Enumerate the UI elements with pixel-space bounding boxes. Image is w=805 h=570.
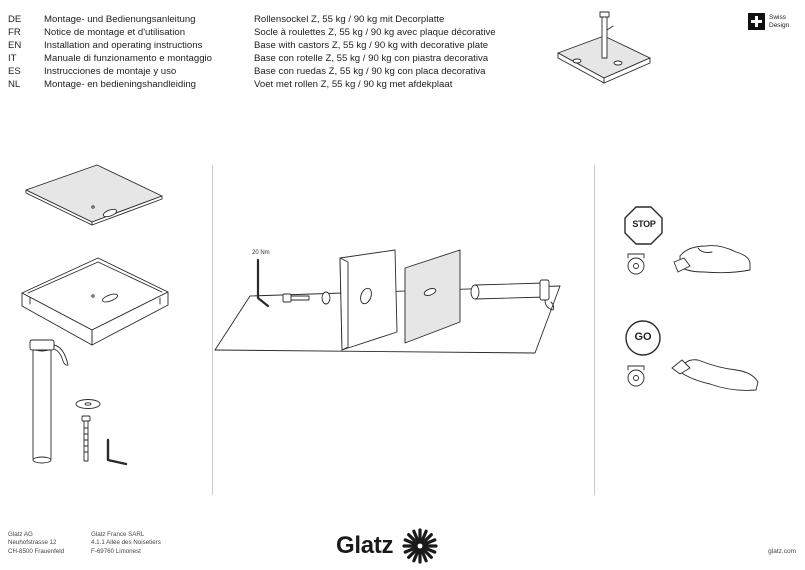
language-code: IT <box>8 52 17 64</box>
glatz-logo <box>336 528 438 564</box>
address-switzerland <box>8 531 64 556</box>
street: Neuhofstrasse 12 <box>8 539 57 547</box>
manual-title: Montage- und Bedienungsanleitung <box>44 14 196 25</box>
language-code: FR <box>8 26 21 38</box>
manual-title: Installation and operating instructions <box>44 39 203 51</box>
go-label: GO <box>634 331 652 343</box>
product-name: Base con ruedas Z, 55 kg / 90 kg con placa decorativa <box>254 65 486 77</box>
castor-free-icon <box>628 366 644 386</box>
product-name: Voet met rollen Z, 55 kg / 90 kg met afdekplaat <box>254 78 453 90</box>
manual-title: Instrucciones de montaje y uso <box>44 65 177 77</box>
language-code: ES <box>8 65 21 77</box>
language-code: NL <box>8 78 21 90</box>
shoe-press-icon <box>674 246 750 273</box>
product-name: Socle à roulettes Z, 55 kg / 90 kg avec plaque décorative <box>254 26 496 38</box>
stop-label: STOP <box>632 219 656 229</box>
address-france <box>91 531 161 556</box>
shoe-lift-icon <box>672 360 758 391</box>
language-code: DE <box>8 14 22 25</box>
brand-wordmark: Glatz <box>336 532 394 559</box>
company-name: Glatz France SARL <box>91 531 145 538</box>
product-name: Base con rotelle Z, 55 kg / 90 kg con piastra decorativa <box>254 52 489 64</box>
company-name: Glatz AG <box>8 531 33 538</box>
torque-label: 20 Nm <box>252 250 270 256</box>
language-code: EN <box>8 39 22 51</box>
product-name: Rollensockel Z, 55 kg / 90 kg mit Decorplatte <box>254 14 445 25</box>
badge-line-2: Design <box>769 21 790 29</box>
city: F-69760 Limonest <box>91 547 141 555</box>
manual-title: Notice de montage et d'utilisation <box>44 26 186 38</box>
product-name: Base with castors Z, 55 kg / 90 kg with decorative plate <box>254 39 489 51</box>
manual-title: Montage- en bedieningshandleiding <box>44 78 197 90</box>
website-link[interactable]: glatz.com <box>768 548 796 555</box>
glatz-sun-icon <box>402 528 438 564</box>
badge-line-1: Swiss <box>769 14 786 21</box>
castor-locked-icon <box>628 254 644 274</box>
city: CH-8500 Frauenfeld <box>8 547 65 555</box>
manual-title: Manuale di funzionamento e montaggio <box>44 52 213 64</box>
street: 4.1.1 Allée des Noisetiers <box>91 539 161 547</box>
